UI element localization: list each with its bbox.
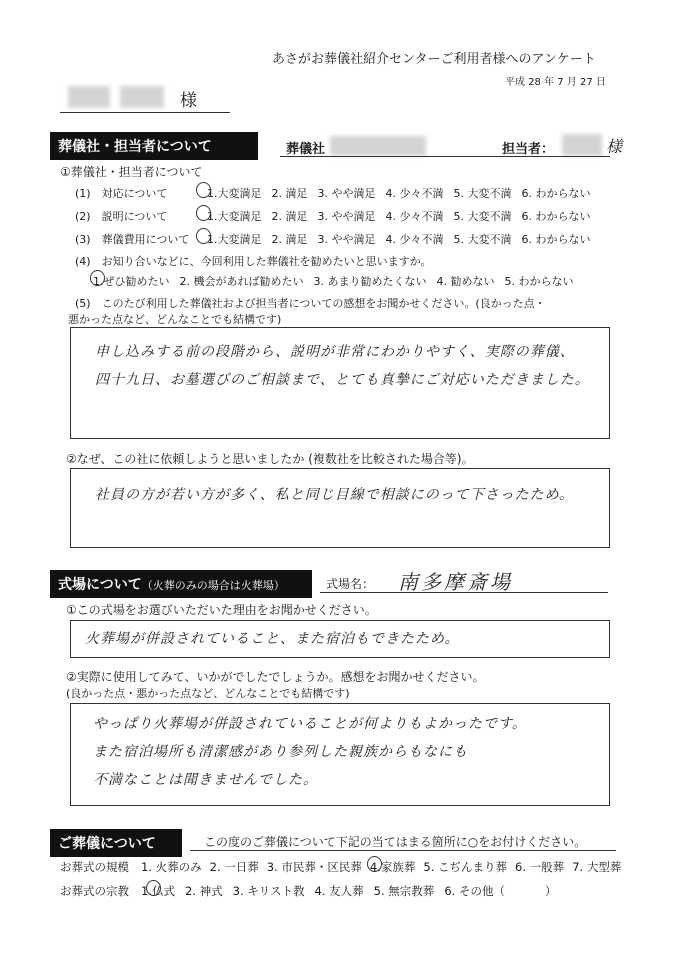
rating-row-explanation [75, 208, 601, 224]
option-1[interactable]: 1. 火葬のみ [141, 860, 202, 874]
q2-why-answer: 社員の方が若い方が多く、私と同じ目線で相談にのって下さったため。 [95, 487, 575, 503]
rating-label: (1) 対応について [75, 187, 168, 200]
option-1[interactable]: 1.ぜひ勧めたい [93, 275, 170, 288]
q5-answer-box[interactable] [70, 327, 610, 439]
venue-label: 式場名： [326, 577, 375, 591]
option-4[interactable]: 4. 友人葬 [314, 884, 364, 898]
selected-circle [367, 856, 382, 872]
venue-underline [320, 592, 608, 593]
staff-honorific-handwritten: 様 [606, 137, 624, 156]
q4-options [93, 273, 584, 289]
redacted-funeral-company [330, 136, 426, 156]
rating-label: (3) 葬儀費用について [75, 233, 190, 246]
section-heading-venue [50, 570, 312, 598]
q1-title: ①葬儀社・担当者について [60, 165, 203, 179]
redacted-customer-name [68, 86, 110, 108]
section-heading-funeral: ご葬儀について [50, 829, 182, 857]
option-7[interactable]: 7. 大型葬 [572, 860, 622, 874]
selected-circle [196, 205, 211, 221]
option-6[interactable]: 6. わからない [521, 233, 591, 246]
option-1[interactable]: 1.大変満足 [207, 233, 262, 246]
option-5[interactable]: 5. 大変不満 [453, 210, 512, 223]
religion-label: お葬式の宗教 [60, 884, 129, 898]
option-5[interactable]: 5. 無宗教葬 [373, 884, 435, 898]
option-6[interactable]: 6. その他（ [444, 884, 505, 898]
rating-row-response [75, 185, 601, 201]
option-4[interactable]: 4.家族葬 [369, 860, 416, 874]
instruction-underline [190, 850, 616, 851]
option-4[interactable]: 4. 少々不満 [385, 233, 444, 246]
option-3[interactable]: 3. やや満足 [317, 187, 376, 200]
option-3[interactable]: 3. やや満足 [317, 233, 376, 246]
venue-q2-answer-line2: また宿泊場所も清潔感があり参列した親族からもなにも [93, 744, 468, 760]
option-2[interactable]: 2. 神式 [184, 884, 223, 898]
option-6[interactable]: 6. わからない [521, 210, 591, 223]
survey-date: 平成 28 年 7 月 27 日 [505, 77, 606, 88]
venue-q1-answer: 火葬場が併設されていること、また宿泊もできたため。 [85, 631, 460, 647]
funeral-company-label: 葬儀社 [286, 142, 326, 157]
option-3[interactable]: 3. やや満足 [317, 210, 376, 223]
option-2[interactable]: 2. 満足 [271, 233, 308, 246]
selected-circle [196, 228, 211, 244]
option-5[interactable]: 5. こぢんまり葬 [423, 860, 508, 874]
venue-q2-answer-box[interactable] [70, 703, 610, 806]
venue-q2-answer-line3: 不満なことは聞きませんでした。 [93, 772, 318, 788]
q5-label-line1: (5) このたび利用した葬儀社および担当者についての感想をお聞かせください。(良かった点・ [75, 297, 546, 310]
venue-q1-label: ①この式場をお選びいただいた理由をお聞かせください。 [66, 603, 377, 617]
venue-q2-note: (良かった点・悪かった点など、どんなことでも結構です) [66, 687, 350, 700]
honorific: 様 [180, 91, 197, 111]
option-2[interactable]: 2. 一日葬 [209, 860, 259, 874]
option-3[interactable]: 3. あまり勧めたくない [313, 275, 427, 288]
funeral-religion-row [60, 883, 566, 899]
selected-circle [146, 880, 161, 896]
section1-underline [280, 156, 610, 157]
q5-label-line2: 悪かった点など、どんなことでも結構です) [68, 313, 282, 326]
option-1[interactable]: 1.大変満足 [207, 187, 262, 200]
q2-why-answer-box[interactable] [70, 468, 610, 548]
venue-heading: 式場について [58, 577, 142, 593]
q4-label: (4) お知り合いなどに、今回利用した葬儀社を勧めたいと思いますか。 [75, 255, 432, 268]
survey-title: あさがお葬儀社紹介センターご利用者様へのアンケート [272, 52, 596, 67]
option-4[interactable]: 4. 勧めない [436, 275, 495, 288]
redacted-staff-name [562, 134, 602, 156]
venue-q2-answer-line1: やっぱり火葬場が併設されていることが何よりもよかったです。 [93, 716, 527, 732]
q2-why-label: ②なぜ、この社に依頼しようと思いましたか (複数社を比較された場合等)。 [66, 452, 474, 466]
option-6-close: ） [544, 884, 557, 898]
option-5[interactable]: 5. わからない [504, 275, 574, 288]
option-3[interactable]: 3. キリスト教 [232, 884, 305, 898]
option-2[interactable]: 2. 機会があれば勧めたい [179, 275, 304, 288]
venue-q1-answer-box[interactable] [70, 620, 610, 658]
scale-label: お葬式の規模 [60, 860, 129, 874]
funeral-instruction: この度のご葬儀について下記の当てはまる箇所に○をお付けください。 [204, 835, 587, 849]
option-4[interactable]: 4. 少々不満 [385, 187, 444, 200]
option-6[interactable]: 6. 一般葬 [515, 860, 565, 874]
option-6[interactable]: 6. わからない [521, 187, 591, 200]
funeral-scale-row [60, 859, 621, 875]
q5-answer-line2: 四十九日、お墓選びのご相談まで、とても真摯にご対応いただきました。 [95, 372, 590, 388]
option-3[interactable]: 3. 市民葬・区民葬 [266, 860, 362, 874]
venue-name: 南多摩斎場 [398, 570, 513, 594]
option-2[interactable]: 2. 満足 [271, 187, 308, 200]
venue-q2-label: ②実際に使用してみて、いかがでしたでしょうか。感想をお聞かせください。 [66, 670, 485, 684]
selected-circle [90, 270, 105, 286]
option-5[interactable]: 5. 大変不満 [453, 187, 512, 200]
redacted-customer-name-2 [120, 86, 164, 108]
rating-label: (2) 説明について [75, 210, 168, 223]
venue-heading-note: （火葬のみの場合は火葬場） [141, 579, 285, 592]
section-heading-funeral-company: 葬儀社・担当者について [50, 132, 258, 160]
name-underline [60, 112, 230, 113]
option-5[interactable]: 5. 大変不満 [453, 233, 512, 246]
rating-row-cost [75, 231, 601, 247]
selected-circle [196, 182, 211, 198]
q5-answer-line1: 申し込みする前の段階から、説明が非常にわかりやすく、実際の葬儀、 [95, 344, 575, 360]
option-1[interactable]: 1.仏式 [141, 884, 175, 898]
option-4[interactable]: 4. 少々不満 [385, 210, 444, 223]
option-1[interactable]: 1.大変満足 [207, 210, 262, 223]
option-2[interactable]: 2. 満足 [271, 210, 308, 223]
staff-label: 担当者： [502, 142, 555, 157]
